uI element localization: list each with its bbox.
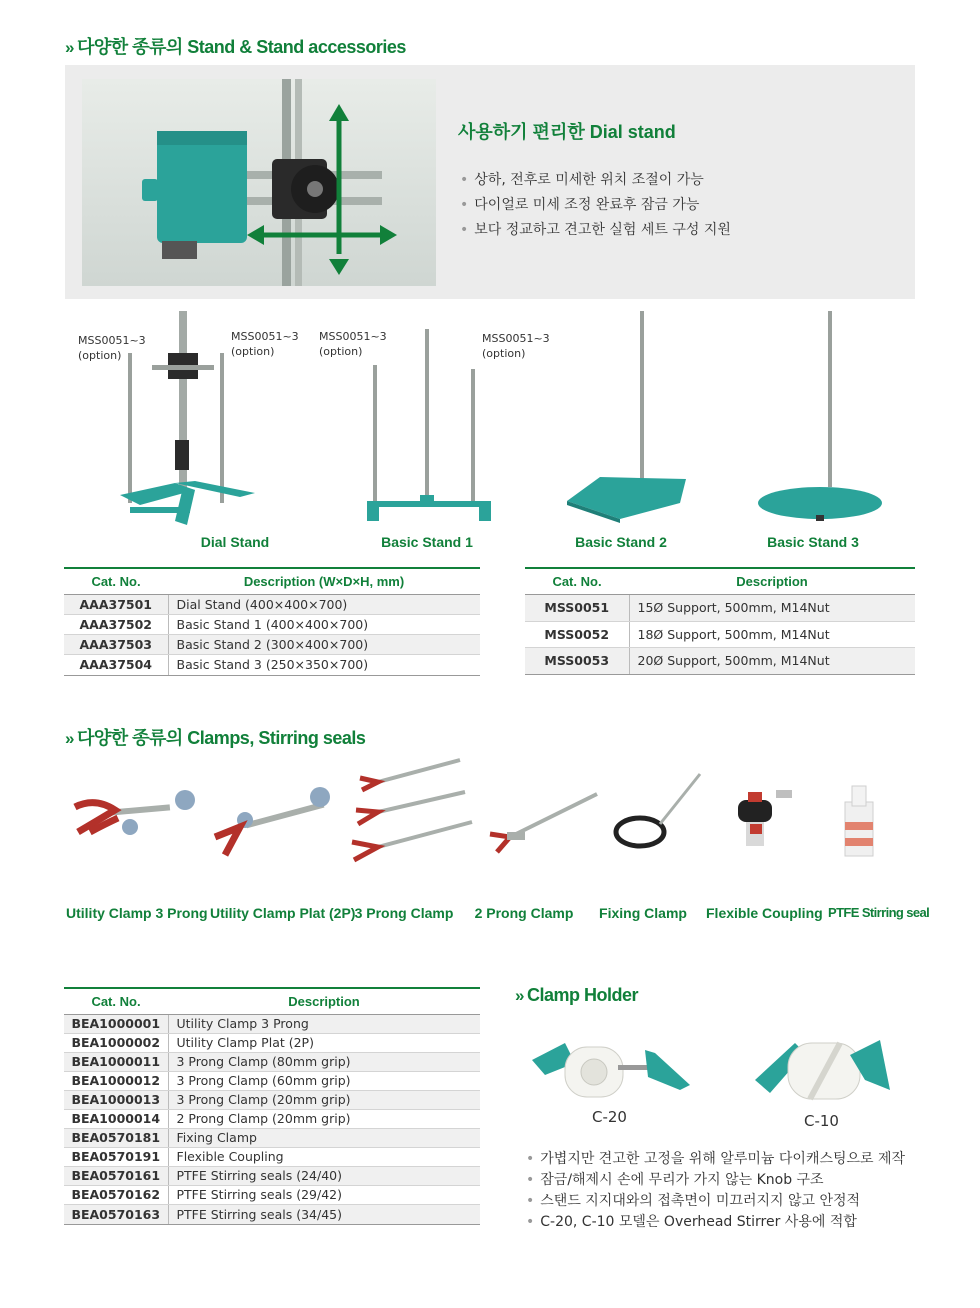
- list-item: • 다이얼로 미세 조정 완료후 잠금 가능: [460, 193, 731, 218]
- table-row: BEA1000013 3 Prong Clamp (20mm grip): [64, 1090, 480, 1109]
- utility-clamp-3-prong-image: [75, 790, 195, 835]
- option-label: MSS0051~3 (option): [482, 332, 550, 360]
- section-title-stands: » 다양한 종류의 Stand & Stand accessories: [65, 37, 406, 57]
- 2-prong-clamp-image: [490, 794, 597, 852]
- table-row: BEA0570181 Fixing Clamp: [64, 1128, 480, 1147]
- flexible-coupling-image: [738, 790, 792, 846]
- clamp-holder-illustration: [520, 1025, 920, 1125]
- table-row: BEA1000002 Utility Clamp Plat (2P): [64, 1033, 480, 1052]
- table-row: AAA37501 Dial Stand (400×400×700): [64, 594, 480, 614]
- basic-stand-2-image: [567, 311, 686, 523]
- clamp-holder-feature-list: [526, 1149, 905, 1233]
- option-label: MSS0051~3 (option): [231, 330, 299, 358]
- stand-label: Dial Stand: [200, 534, 270, 550]
- utility-clamp-plat-image: [215, 787, 330, 855]
- section-title-clamp-holder: » Clamp Holder: [515, 985, 638, 1005]
- list-item: • 가볍지만 견고한 고정을 위해 알루미늄 다이캐스팅으로 제작: [526, 1149, 905, 1170]
- clamp-label: PTFE Stirring seal: [828, 905, 930, 920]
- clamp-label: Flexible Coupling: [706, 905, 823, 921]
- list-item: • 보다 정교하고 견고한 실험 세트 구성 지원: [460, 218, 731, 243]
- table-row: MSS0053 20Ø Support, 500mm, M14Nut: [525, 647, 915, 674]
- clamps-illustration: [0, 752, 980, 882]
- table-row: MSS0051 15Ø Support, 500mm, M14Nut: [525, 594, 915, 621]
- table-header: Description (W×D×H, mm): [168, 568, 480, 594]
- fixing-clamp-image: [616, 774, 700, 846]
- table-row: AAA37504 Basic Stand 3 (250×350×700): [64, 654, 480, 675]
- stand-label: Basic Stand 1: [381, 534, 473, 550]
- table-row: BEA0570163 PTFE Stirring seals (34/45): [64, 1204, 480, 1224]
- chevron-right-icon: »: [65, 38, 74, 57]
- option-label: MSS0051~3 (option): [319, 330, 387, 358]
- 3-prong-clamp-image: [352, 760, 472, 860]
- table-header: Cat. No.: [64, 568, 168, 594]
- dial-stand-photo: [82, 79, 436, 286]
- table-row: BEA0570162 PTFE Stirring seals (29/42): [64, 1185, 480, 1204]
- table-row: AAA37503 Basic Stand 2 (300×400×700): [64, 634, 480, 654]
- support-table: [525, 567, 915, 675]
- table-row: BEA0570161 PTFE Stirring seals (24/40): [64, 1166, 480, 1185]
- clamp-holder-c20-image: [532, 1043, 690, 1097]
- table-header: Description: [168, 988, 480, 1014]
- clamp-table: [64, 987, 480, 1225]
- clamp-label: Utility Clamp 3 Prong: [66, 905, 208, 921]
- section-title-clamps: » 다양한 종류의 Clamps, Stirring seals: [65, 728, 366, 748]
- clamp-holder-model-label: C-10: [804, 1112, 839, 1130]
- table-row: AAA37502 Basic Stand 1 (400×400×700): [64, 614, 480, 634]
- clamp-label: Fixing Clamp: [599, 905, 687, 921]
- list-item: • C-20, C-10 모델은 Overhead Stirrer 사용에 적합: [526, 1212, 905, 1233]
- list-item: • 상하, 전후로 미세한 위치 조절이 가능: [460, 168, 731, 193]
- table-row: MSS0052 18Ø Support, 500mm, M14Nut: [525, 621, 915, 647]
- option-label: MSS0051~3 (option): [78, 334, 146, 362]
- ptfe-stirring-seal-image: [845, 786, 873, 856]
- dial-stand-illustration: [82, 79, 436, 286]
- stand-label: Basic Stand 3: [767, 534, 859, 550]
- table-header: Description: [629, 568, 915, 594]
- clamp-label: 3 Prong Clamp: [354, 905, 454, 921]
- stand-label: Basic Stand 2: [575, 534, 667, 550]
- table-header: Cat. No.: [525, 568, 629, 594]
- basic-stand-3-image: [758, 311, 882, 521]
- table-row: BEA0570191 Flexible Coupling: [64, 1147, 480, 1166]
- dial-stand-title: 사용하기 편리한 Dial stand: [458, 122, 676, 142]
- chevron-right-icon: »: [515, 986, 524, 1005]
- table-header: Cat. No.: [64, 988, 168, 1014]
- dial-feature-list: [460, 168, 731, 243]
- table-row: BEA1000001 Utility Clamp 3 Prong: [64, 1014, 480, 1033]
- stand-table: [64, 567, 480, 676]
- clamp-label: Utility Clamp Plat (2P): [210, 905, 356, 921]
- chevron-right-icon: »: [65, 729, 74, 748]
- table-row: BEA1000014 2 Prong Clamp (20mm grip): [64, 1109, 480, 1128]
- list-item: • 잠금/해제시 손에 무리가 가지 않는 Knob 구조: [526, 1170, 905, 1191]
- clamp-holder-model-label: C-20: [592, 1108, 627, 1126]
- table-row: BEA1000012 3 Prong Clamp (60mm grip): [64, 1071, 480, 1090]
- clamp-label: 2 Prong Clamp: [474, 905, 574, 921]
- clamp-holder-c10-image: [755, 1040, 890, 1099]
- table-row: BEA1000011 3 Prong Clamp (80mm grip): [64, 1052, 480, 1071]
- list-item: • 스탠드 지지대와의 접촉면이 미끄러지지 않고 안정적: [526, 1191, 905, 1212]
